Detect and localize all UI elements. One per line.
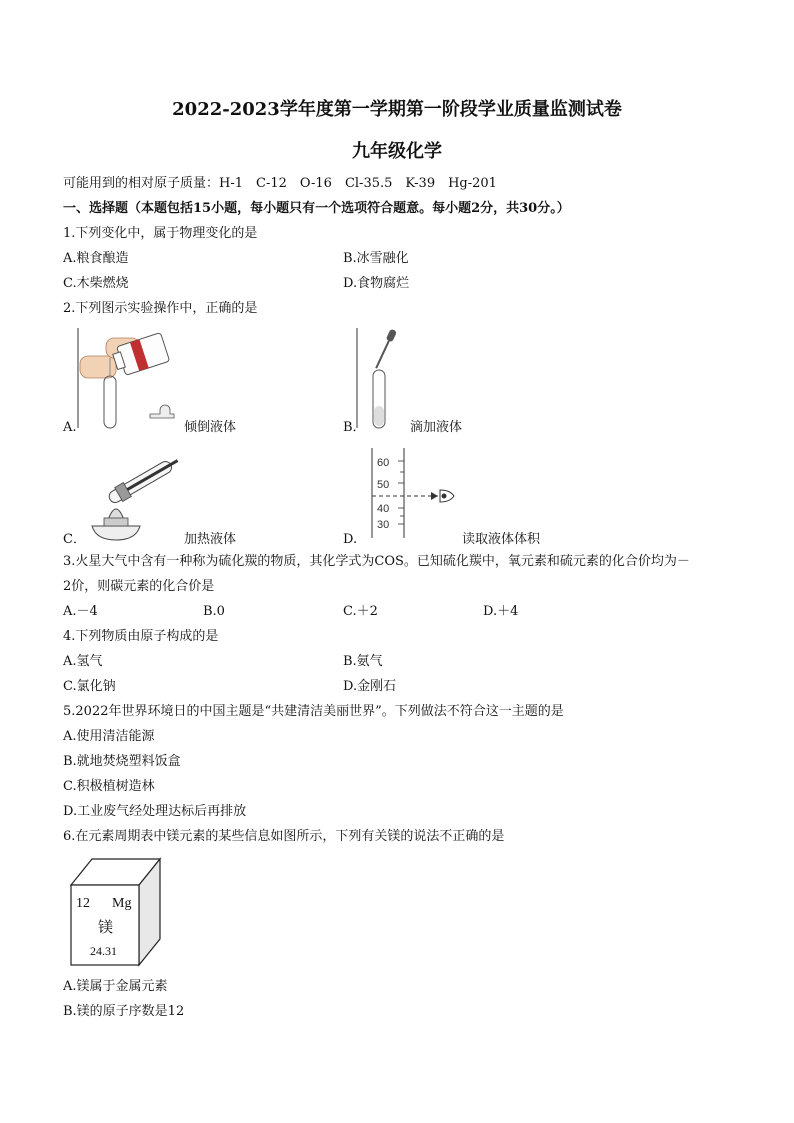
q4-option-b: B.氨气 [343, 654, 383, 669]
q3-option-b: B.0 [203, 604, 225, 619]
section-heading: 一、选择题（本题包括15小题，每小题只有一个选项符合题意。每小题2分，共30分。） [63, 201, 570, 216]
q2-option-b-text: 滴加液体 [410, 420, 463, 435]
q2-option-b-letter: B． [343, 420, 366, 435]
q3-option-a: A.－4 [63, 604, 98, 619]
q5-stem: 5.2022年世界环境日的中国主题是“共建清洁美丽世界”。下列做法不符合这一主题的是 [63, 704, 564, 719]
magnesium-element-card [68, 855, 164, 967]
q5-option-b: B.就地焚烧塑料饭盒 [63, 754, 181, 769]
q5-option-c: C.积极植树造林 [63, 779, 155, 794]
q2-stem: 2.下列图示实验操作中，正确的是 [63, 301, 258, 316]
q1-option-a: A.粮食酿造 [63, 251, 129, 266]
q6-option-b: B.镁的原子序数是12 [63, 1004, 185, 1019]
element-symbol: Mg [112, 896, 132, 911]
q6-stem: 6.在元素周期表中镁元素的某些信息如图所示，下列有关镁的说法不正确的是 [63, 829, 505, 844]
q4-option-c: C.氯化钠 [63, 679, 116, 694]
element-number: 12 [76, 896, 90, 911]
q1-stem: 1.下列变化中，属于物理变化的是 [63, 226, 258, 241]
q3-stem-line1: 3.火星大气中含有一种称为硫化羰的物质，其化学式为COS。已知硫化羰中，氧元素和硫元素的化合价均为－ [63, 554, 690, 569]
q2-option-d-letter: D. [343, 532, 358, 547]
dropping-liquid-figure [355, 328, 405, 430]
q1-option-b: B.冰雪融化 [343, 251, 409, 266]
q2-option-a-text: 倾倒液体 [184, 420, 237, 435]
q1-option-d: D.食物腐烂 [343, 276, 410, 291]
tick-label-40: 40 [377, 503, 390, 515]
tick-label-30: 30 [377, 519, 390, 531]
q2-option-c-letter: C． [63, 532, 86, 547]
q1-option-c: C.木柴燃烧 [63, 276, 129, 291]
q5-option-d: D.工业废气经处理达标后再排放 [63, 804, 247, 819]
tick-label-50: 50 [377, 479, 390, 491]
q4-option-a: A.氢气 [63, 654, 103, 669]
q6-option-a: A.镁属于金属元素 [63, 979, 168, 994]
element-mass: 24.31 [90, 944, 117, 958]
heating-liquid-figure [78, 448, 183, 542]
q2-option-c-text: 加热液体 [184, 532, 237, 547]
tick-label-60: 60 [377, 457, 390, 469]
exam-subtitle: 九年级化学 [352, 141, 442, 162]
exam-title: 2022-2023学年度第一学期第一阶段学业质量监测试卷 [172, 99, 622, 120]
q5-option-a: A.使用清洁能源 [63, 729, 155, 744]
q2-option-a-letter: A. [63, 420, 77, 435]
q2-option-d-text: 读取液体体积 [462, 532, 541, 547]
q3-stem-line2: 2价，则碳元素的化合价是 [63, 579, 215, 594]
pouring-liquid-figure [76, 328, 186, 430]
element-name: 镁 [98, 918, 114, 936]
q4-option-d: D.金刚石 [343, 679, 397, 694]
graduated-cylinder-figure [368, 446, 458, 542]
q3-option-c: C.＋2 [343, 604, 378, 619]
q3-option-d: D.＋4 [483, 604, 519, 619]
atomic-masses-note: 可能用到的相对原子质量：H-1 C-12 O-16 Cl-35.5 K-39 Hg-201 [63, 176, 497, 191]
q4-stem: 4.下列物质由原子构成的是 [63, 629, 219, 644]
